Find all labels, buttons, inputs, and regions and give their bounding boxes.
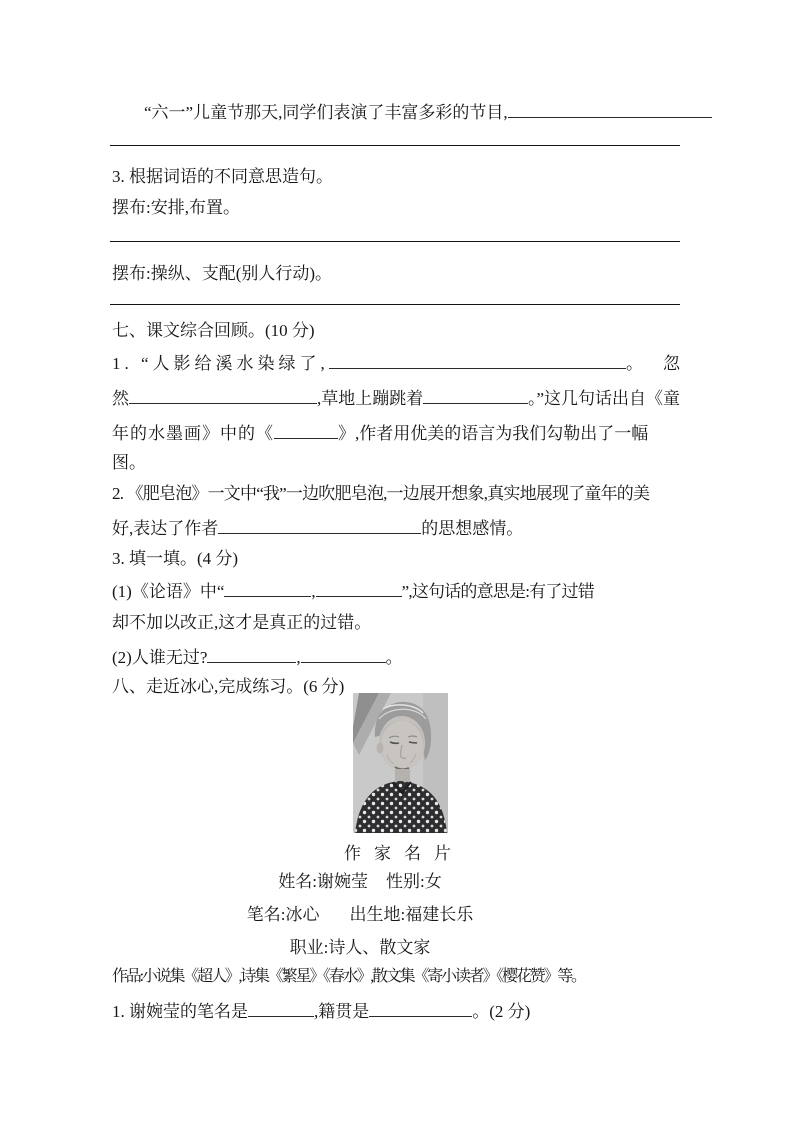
q1-text-d: 然 [112, 389, 129, 408]
intro-text: “六一”儿童节那天,同学们表演了丰富多彩的节目, [144, 103, 508, 122]
card-birthplace: 出生地:福建长乐 [349, 905, 474, 924]
fill-blank [218, 516, 421, 534]
q1-text-f: 。”这几句话出自《童 [527, 389, 680, 408]
q3-title-text: 3. 填一填。(4 分) [112, 549, 239, 568]
card-works-line [112, 966, 680, 988]
s7-q3-sub1-line1 [112, 579, 680, 603]
fill-blank [316, 579, 402, 597]
q1-text-i: 图。 [112, 453, 146, 472]
s8-q1-text-b: ,籍贯是 [314, 1002, 370, 1021]
s7-q1-line2 [112, 386, 680, 410]
q3-sub1-comma: , [311, 582, 316, 601]
s7-q3-title [112, 548, 680, 570]
q3-sub1-text-a: (1)《论语》中“ [112, 582, 225, 601]
q3-sub2-text-a: (2)人谁无过? [112, 648, 208, 667]
s7-q1-line4 [112, 452, 680, 474]
card-gender: 性别:女 [386, 872, 442, 891]
fill-blank [369, 999, 472, 1017]
fill-blank [329, 351, 626, 369]
card-occupation: 职业:诗人、散文家 [289, 938, 431, 957]
definition-line-2 [112, 263, 680, 285]
section-7-title [112, 320, 680, 342]
q3-sub2-comma: , [296, 648, 301, 667]
s7-q3-sub1-line2 [112, 612, 680, 634]
q2-text-c: 的思想感情。 [421, 519, 524, 538]
s7-q2-line1 [112, 483, 680, 505]
fill-blank [207, 645, 296, 663]
s8-q1-text-a: 1. 谢婉莹的笔名是 [112, 1002, 248, 1021]
fill-blank [301, 645, 386, 663]
definition-line-1 [112, 197, 680, 219]
question-3-title-text: 3. 根据词语的不同意思造句。 [112, 167, 333, 186]
s7-q1-line1 [112, 351, 680, 375]
q1-text-a: 1. “人影给溪水染绿了, [112, 354, 329, 373]
fill-blank [423, 386, 528, 404]
s7-q2-line2 [112, 516, 680, 540]
fill-blank [248, 999, 314, 1017]
intro-line [112, 100, 712, 124]
card-row-penname-birthplace [76, 904, 644, 926]
s7-q3-sub2-line [112, 645, 680, 669]
question-3-title [112, 166, 680, 188]
q2-text-b: 好,表达了作者 [112, 519, 219, 538]
author-card-title [120, 839, 688, 864]
fill-blank [129, 386, 317, 404]
q1-text-b: 。 [626, 354, 643, 373]
fill-blank [274, 421, 338, 439]
author-card-title-text: 作家名片 [344, 844, 464, 863]
card-penname: 笔名:冰心 [246, 905, 320, 924]
section-7-title-text: 七、课文综合回顾。(10 分) [112, 321, 315, 340]
q2-text-a: 2. 《肥皂泡》一文中“我”一边吹肥皂泡,一边展开想象,真实地展现了童年的美 [112, 484, 650, 503]
q1-text-e: ,草地上蹦跳着 [317, 389, 424, 408]
s8-q1-text-c: 。(2 分) [472, 1002, 531, 1021]
q3-sub1-text-c: ”,这句话的意思是:有了过错 [401, 582, 594, 601]
answer-rule-line [110, 145, 680, 146]
card-name: 姓名:谢婉莹 [278, 872, 368, 891]
card-row-occupation [76, 937, 644, 959]
definition-1-text: 摆布:安排,布置。 [112, 198, 240, 217]
answer-blank [508, 100, 712, 118]
q1-text-c: 忽 [663, 354, 680, 373]
author-photo [353, 693, 448, 833]
definition-2-text: 摆布:操纵、支配(别人行动)。 [112, 264, 333, 283]
answer-rule-line [110, 304, 680, 305]
s8-q1-line [112, 999, 680, 1023]
q3-sub1-text-d: 却不加以改正,这才是真正的过错。 [112, 613, 372, 632]
card-works-text: 作品:小说集《超人》,诗集《繁星》《春水》,散文集《寄小读者》《樱花赞》等。 [112, 968, 585, 985]
q1-text-g: 年的水墨画》中的《 [112, 424, 274, 443]
q1-text-h: 》,作者用优美的语言为我们勾勒出了一幅 [338, 424, 649, 443]
s7-q1-line3 [112, 421, 680, 445]
answer-rule-line [110, 241, 680, 242]
fill-blank [224, 579, 311, 597]
q3-sub2-period: 。 [385, 648, 403, 667]
section-8-title-text: 八、走近冰心,完成练习。(6 分) [112, 677, 345, 696]
card-row-name-gender [76, 871, 644, 893]
